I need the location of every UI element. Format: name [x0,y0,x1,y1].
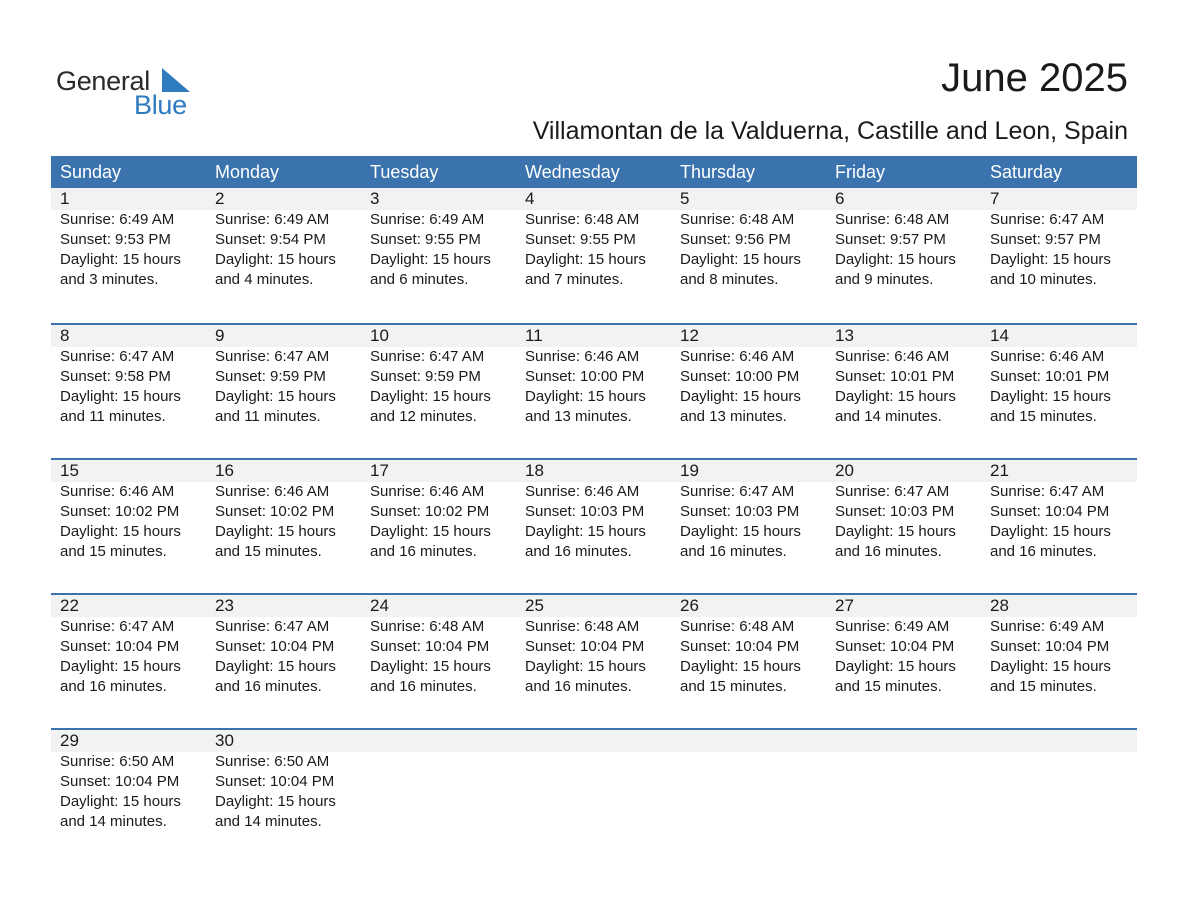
daylight-hours: Daylight: 15 hours [835,658,956,675]
sunset-time: Sunset: 9:57 PM [990,231,1101,248]
day-number: 18 [525,461,544,480]
day-number: 19 [680,461,699,480]
sunrise-time: Sunrise: 6:49 AM [835,618,950,635]
sunset-time: Sunset: 10:04 PM [835,638,955,655]
sunrise-time: Sunrise: 6:46 AM [680,348,795,365]
daylight-minutes: and 15 minutes. [835,678,942,695]
sunset-time: Sunset: 10:04 PM [215,638,335,655]
weekday-sunday: Sunday [60,162,122,182]
sunrise-time: Sunrise: 6:47 AM [990,211,1105,228]
day-number: 10 [370,326,389,345]
daylight-hours: Daylight: 15 hours [215,793,336,810]
sunrise-time: Sunrise: 6:50 AM [215,753,330,770]
sunrise-time: Sunrise: 6:46 AM [370,483,485,500]
day-cell [826,460,981,562]
day-cell [206,595,361,697]
week-row [51,593,1137,728]
daylight-minutes: and 7 minutes. [525,271,624,288]
day-cell [361,595,516,697]
sunrise-time: Sunrise: 6:46 AM [835,348,950,365]
daylight-hours: Daylight: 15 hours [60,793,181,810]
daylight-minutes: and 15 minutes. [215,543,322,560]
daylight-minutes: and 15 minutes. [990,408,1097,425]
sunset-time: Sunset: 9:54 PM [215,231,326,248]
weekday-header [51,156,1137,188]
day-number [990,730,1136,752]
daylight-minutes: and 6 minutes. [370,271,469,288]
daylight-hours: Daylight: 15 hours [60,523,181,540]
day-cell [826,325,981,427]
sunset-time: Sunset: 10:04 PM [370,638,490,655]
day-cell [361,460,516,562]
day-number: 24 [370,596,389,615]
sunrise-time: Sunrise: 6:49 AM [60,211,175,228]
week-row [51,728,1137,863]
day-number: 20 [835,461,854,480]
day-cell [826,730,981,832]
daylight-hours: Daylight: 15 hours [370,388,491,405]
sunrise-time: Sunrise: 6:49 AM [990,618,1105,635]
daylight-minutes: and 16 minutes. [370,678,477,695]
day-cell [826,595,981,697]
daylight-minutes: and 16 minutes. [990,543,1097,560]
sunset-time: Sunset: 10:01 PM [835,368,955,385]
sunrise-time: Sunrise: 6:49 AM [215,211,330,228]
daylight-minutes: and 14 minutes. [60,813,167,830]
day-number [835,730,981,752]
daylight-minutes: and 3 minutes. [60,271,159,288]
day-cell [671,460,826,562]
day-number: 5 [680,189,690,208]
sunrise-time: Sunrise: 6:48 AM [525,211,640,228]
day-number: 23 [215,596,234,615]
daylight-minutes: and 16 minutes. [370,543,477,560]
day-cell [206,730,361,832]
day-cell [671,595,826,697]
daylight-hours: Daylight: 15 hours [215,523,336,540]
day-cell [206,460,361,562]
daylight-minutes: and 4 minutes. [215,271,314,288]
day-number: 16 [215,461,234,480]
logo-general-text: General [56,66,150,96]
sunrise-time: Sunrise: 6:47 AM [680,483,795,500]
day-number: 7 [990,189,1000,208]
sunrise-time: Sunrise: 6:49 AM [370,211,485,228]
day-cell [826,188,981,290]
daylight-minutes: and 11 minutes. [215,408,321,425]
weeks-container [51,188,1137,863]
sunset-time: Sunset: 9:56 PM [680,231,791,248]
sunset-time: Sunset: 10:03 PM [680,503,800,520]
day-number: 15 [60,461,79,480]
daylight-minutes: and 16 minutes. [525,543,632,560]
day-number: 8 [60,326,70,345]
sunset-time: Sunset: 10:04 PM [680,638,800,655]
day-number: 11 [525,326,543,345]
day-cell [671,325,826,427]
daylight-hours: Daylight: 15 hours [680,523,801,540]
day-cell [361,730,516,832]
week-row [51,323,1137,458]
day-number [680,730,826,752]
sunset-time: Sunset: 10:02 PM [60,503,180,520]
sunset-time: Sunset: 9:55 PM [370,231,481,248]
daylight-hours: Daylight: 15 hours [60,388,181,405]
sunset-time: Sunset: 10:02 PM [370,503,490,520]
day-cell [516,595,671,697]
daylight-minutes: and 15 minutes. [990,678,1097,695]
sunset-time: Sunset: 9:53 PM [60,231,171,248]
day-cell [516,325,671,427]
sunset-time: Sunset: 10:03 PM [525,503,645,520]
daylight-minutes: and 11 minutes. [60,408,166,425]
daylight-minutes: and 12 minutes. [370,408,477,425]
sunrise-time: Sunrise: 6:47 AM [990,483,1105,500]
day-number: 30 [215,731,234,750]
weekday-monday: Monday [215,162,280,182]
day-number: 6 [835,189,845,208]
daylight-hours: Daylight: 15 hours [525,658,646,675]
daylight-minutes: and 16 minutes. [60,678,167,695]
day-cell [981,595,1136,697]
day-number: 12 [680,326,699,345]
sunrise-time: Sunrise: 6:48 AM [680,618,795,635]
sunrise-time: Sunrise: 6:46 AM [990,348,1105,365]
day-cell [516,730,671,832]
sunset-time: Sunset: 9:59 PM [215,368,326,385]
week-row [51,188,1137,323]
daylight-hours: Daylight: 15 hours [525,388,646,405]
daylight-hours: Daylight: 15 hours [835,388,956,405]
sunrise-time: Sunrise: 6:47 AM [215,348,330,365]
day-cell [51,460,206,562]
sunset-time: Sunset: 9:57 PM [835,231,946,248]
day-cell [51,730,206,832]
day-number: 17 [370,461,389,480]
daylight-hours: Daylight: 15 hours [990,523,1111,540]
day-number: 13 [835,326,854,345]
weekday-saturday: Saturday [990,162,1063,182]
page-title: June 2025 [941,56,1128,100]
sunrise-time: Sunrise: 6:48 AM [680,211,795,228]
sunrise-time: Sunrise: 6:46 AM [215,483,330,500]
sunset-time: Sunset: 10:02 PM [215,503,335,520]
daylight-hours: Daylight: 15 hours [680,658,801,675]
sunset-time: Sunset: 10:04 PM [990,638,1110,655]
day-number [370,730,516,752]
daylight-hours: Daylight: 15 hours [370,658,491,675]
daylight-hours: Daylight: 15 hours [680,251,801,268]
day-cell [981,188,1136,290]
daylight-hours: Daylight: 15 hours [990,388,1111,405]
weekday-wednesday: Wednesday [525,162,620,182]
sunrise-time: Sunrise: 6:47 AM [370,348,485,365]
calendar-grid [51,156,1137,863]
daylight-minutes: and 15 minutes. [60,543,167,560]
daylight-minutes: and 16 minutes. [525,678,632,695]
day-cell [981,730,1136,832]
sunrise-time: Sunrise: 6:47 AM [60,348,175,365]
day-number: 9 [215,326,225,345]
daylight-hours: Daylight: 15 hours [835,523,956,540]
day-cell [981,460,1136,562]
daylight-hours: Daylight: 15 hours [215,251,336,268]
sunset-time: Sunset: 10:04 PM [60,773,180,790]
daylight-minutes: and 16 minutes. [835,543,942,560]
sunset-time: Sunset: 10:03 PM [835,503,955,520]
sunrise-time: Sunrise: 6:48 AM [370,618,485,635]
day-number: 27 [835,596,854,615]
sunrise-time: Sunrise: 6:46 AM [525,348,640,365]
daylight-minutes: and 16 minutes. [680,543,787,560]
day-cell [516,460,671,562]
day-cell [671,730,826,832]
daylight-hours: Daylight: 15 hours [835,251,956,268]
daylight-hours: Daylight: 15 hours [370,251,491,268]
daylight-hours: Daylight: 15 hours [990,658,1111,675]
daylight-hours: Daylight: 15 hours [525,523,646,540]
weekday-tuesday: Tuesday [370,162,439,182]
weekday-thursday: Thursday [680,162,756,182]
day-cell [51,188,206,290]
sunset-time: Sunset: 9:58 PM [60,368,171,385]
daylight-hours: Daylight: 15 hours [680,388,801,405]
daylight-hours: Daylight: 15 hours [525,251,646,268]
logo-triangle-icon [158,68,190,92]
day-number: 26 [680,596,699,615]
sunset-time: Sunset: 10:00 PM [680,368,800,385]
day-cell [671,188,826,290]
day-number: 28 [990,596,1009,615]
day-number: 29 [60,731,79,750]
sunrise-time: Sunrise: 6:47 AM [835,483,950,500]
daylight-minutes: and 10 minutes. [990,271,1097,288]
brand-logo [56,66,206,122]
daylight-minutes: and 14 minutes. [835,408,942,425]
day-number: 14 [990,326,1009,345]
sunset-time: Sunset: 10:04 PM [525,638,645,655]
sunset-time: Sunset: 9:55 PM [525,231,636,248]
day-number: 22 [60,596,79,615]
sunrise-time: Sunrise: 6:48 AM [525,618,640,635]
sunrise-time: Sunrise: 6:50 AM [60,753,175,770]
daylight-minutes: and 13 minutes. [680,408,787,425]
day-number: 4 [525,189,535,208]
day-cell [206,188,361,290]
day-cell [206,325,361,427]
daylight-hours: Daylight: 15 hours [60,251,181,268]
sunrise-time: Sunrise: 6:46 AM [60,483,175,500]
sunset-time: Sunset: 10:04 PM [60,638,180,655]
daylight-hours: Daylight: 15 hours [60,658,181,675]
week-row [51,458,1137,593]
sunset-time: Sunset: 10:04 PM [215,773,335,790]
daylight-minutes: and 13 minutes. [525,408,632,425]
sunset-time: Sunset: 10:01 PM [990,368,1110,385]
logo-blue-text: Blue [134,90,187,120]
sunset-time: Sunset: 10:04 PM [990,503,1110,520]
day-number: 1 [60,189,70,208]
day-cell [981,325,1136,427]
location-subtitle: Villamontan de la Valduerna, Castille and Leon, Spain [532,117,1128,145]
day-cell [361,325,516,427]
daylight-hours: Daylight: 15 hours [370,523,491,540]
sunrise-time: Sunrise: 6:47 AM [60,618,175,635]
sunrise-time: Sunrise: 6:48 AM [835,211,950,228]
daylight-minutes: and 15 minutes. [680,678,787,695]
sunrise-time: Sunrise: 6:46 AM [525,483,640,500]
day-number: 3 [370,189,380,208]
daylight-minutes: and 14 minutes. [215,813,322,830]
sunset-time: Sunset: 10:00 PM [525,368,645,385]
day-cell [361,188,516,290]
sunrise-time: Sunrise: 6:47 AM [215,618,330,635]
daylight-minutes: and 16 minutes. [215,678,322,695]
daylight-hours: Daylight: 15 hours [215,388,336,405]
weekday-friday: Friday [835,162,886,182]
day-number: 21 [990,461,1009,480]
day-number [525,730,671,752]
day-cell [51,595,206,697]
daylight-hours: Daylight: 15 hours [990,251,1111,268]
day-cell [51,325,206,427]
sunset-time: Sunset: 9:59 PM [370,368,481,385]
daylight-hours: Daylight: 15 hours [215,658,336,675]
daylight-minutes: and 8 minutes. [680,271,779,288]
day-number: 25 [525,596,544,615]
day-number: 2 [215,189,225,208]
daylight-minutes: and 9 minutes. [835,271,934,288]
day-cell [516,188,671,290]
